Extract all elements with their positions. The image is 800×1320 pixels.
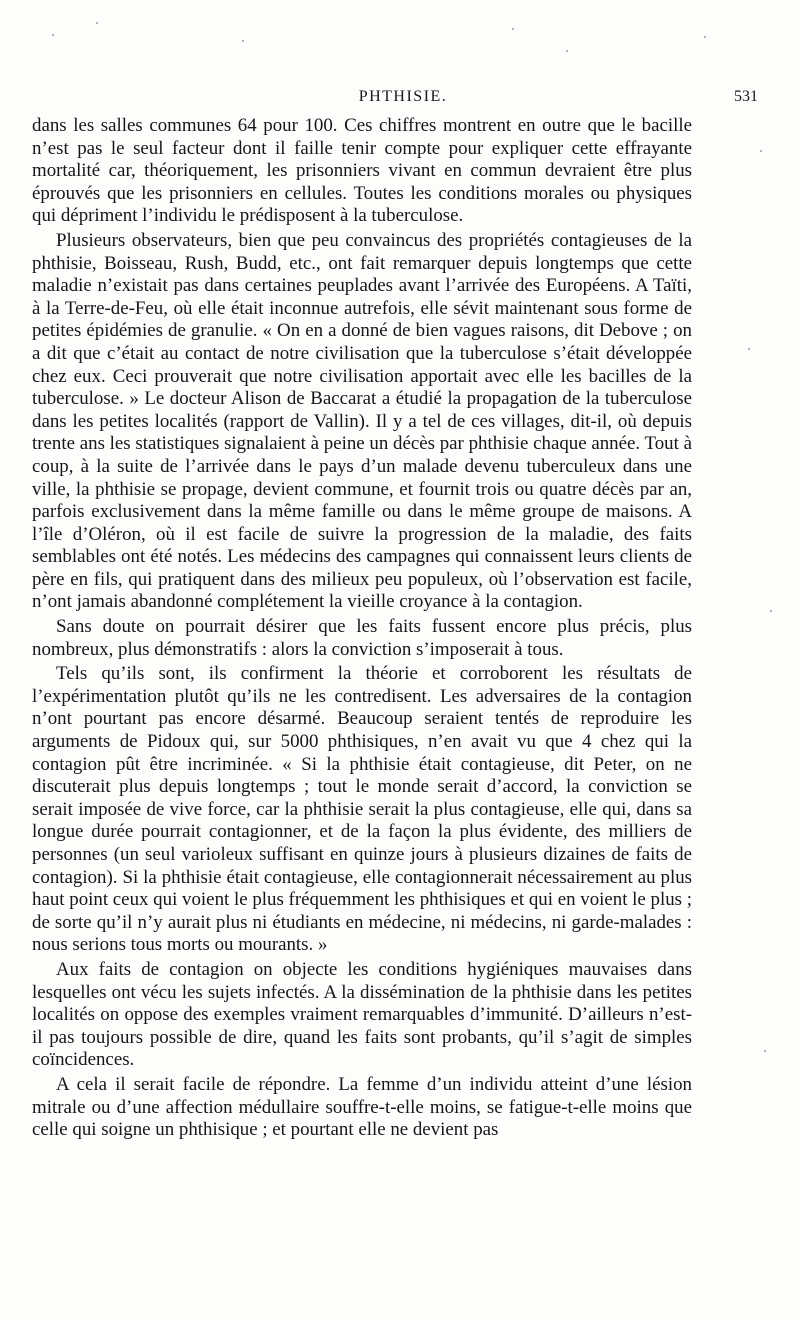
paragraph: Tels qu’ils sont, ils confirment la théorie et corroborent les résultats de l’expérimentation plutôt qu’ils ne les contredisent. Les adversaires de la contagion n’ont pourtant pas encore désarmé. Beaucoup seraient tentés de reproduire les arguments de Pidoux qui, sur 5000 phthisiques, n’en avait vu que 4 chez qui la contagion pût être incriminée. « Si la phthisie était contagieuse, dit Peter, on ne discuterait plus depuis longtemps ; tout le monde serait d’accord, la conviction se serait imposée de vive force, car la phthisie serait la plus contagieuse, elle qui, dans sa longue durée pourrait contagionner, et de la façon la plus évidente, des milliers de personnes (un seul varioleux suffisant en quinze jours à plusieurs dizaines de faits de contagion). Si la phthisie était contagieuse, elle contagionnerait nécessairement au plus haut point ceux qui voient le plus fréquemment les phthisiques et qui en voient le plus ; de sorte qu’il n’y aurait plus ni étudiants en médecine, ni médecins, ni garde-malades : nous serions tous morts ou mourants. » [32,663,693,956]
paragraph: Aux faits de contagion on objecte les conditions hygiéniques mauvaises dans lesquelles ont vécu les sujets infectés. A la dissémination de la phthisie dans les petites localités on oppose des exemples vraiment remarquables d’immunité. D’ailleurs n’est-il pas toujours possible de dire, quand les faits sont probants, qu’il s’agit de simples coïncidences. [32,958,692,1071]
scan-speck [52,34,54,36]
page-number: 531 [734,88,758,105]
scan-speck [764,1050,766,1052]
paragraph: Plusieurs observateurs, bien que peu convaincus des propriétés contagieuses de la phthisie, Boisseau, Rush, Budd, etc., ont fait remarquer depuis longtemps que cette maladie n’existait pas dans certaines peuplades avant l’arrivée des Européens. A Taïti, à la Terre-de-Feu, où elle était inconnue autrefois, elle sévit maintenant sous forme de petites épidémies de granulie. « On en a donné de bien vagues raisons, dit Debove ; on a dit que c’était au contact de notre civilisation que la tuberculose s’était développée chez eux. Ceci prouverait que notre civilisation apportait avec elle les bacilles de la tuberculose. » Le docteur Alison de Baccarat a étudié la propagation de la tuberculose dans les petites localités (rapport de Vallin). Il y a tel de ces villages, dit-il, où depuis trente ans les statistiques signalaient à peine un décès par phthisie chaque année. Tout à coup, à la suite de l’arrivée dans le pays d’un malade devenu tuberculeux dans une ville, la phthisie se propage, devient commune, et fournit trois ou quatre décès par an, parfois exclusivement dans la même famille ou dans le même groupe de maisons. A l’île d’Oléron, où il est facile de suivre la progression de la maladie, des faits semblables ont été notés. Les médecins des campagnes qui connaissent leurs clients de père en fils, qui pratiquent dans des milieux peu populeux, où l’observation est facile, n’ont jamais abandonné complétement la vieille croyance à la contagion. [32,229,692,613]
running-title: PHTHISIE. [358,88,448,105]
scan-speck [748,348,750,350]
scan-speck [566,50,568,52]
scan-speck [96,22,98,24]
scan-speck [770,610,772,612]
paragraph: A cela il serait facile de répondre. La femme d’un individu atteint d’une lésion mitrale ou d’une affection médullaire souffre-t-elle moins, se fatigue-t-elle moins que celle qui soigne un phthisique ; et pourtant elle ne devient pas [32,1073,692,1141]
scan-speck [242,40,244,42]
page-header [48,88,758,112]
paragraph: Sans doute on pourrait désirer que les faits fussent encore plus précis, plus nombreux, plus démonstratifs : alors la conviction s’imposerait à tous. [32,616,692,660]
body-text [32,115,692,1144]
paragraph: dans les salles communes 64 pour 100. Ces chiffres montrent en outre que le bacille n’est pas le seul facteur dont il faille tenir compte pour expliquer cette effrayante mortalité car, théoriquement, les prisonniers vivant en commun devraient être plus éprouvés que les prisonniers en cellules. Toutes les conditions morales ou physiques qui dépriment l’individu le prédisposent à la tuberculose. [32,115,692,227]
scan-speck [512,28,514,30]
scan-speck [704,36,706,38]
scan-speck [760,150,762,152]
